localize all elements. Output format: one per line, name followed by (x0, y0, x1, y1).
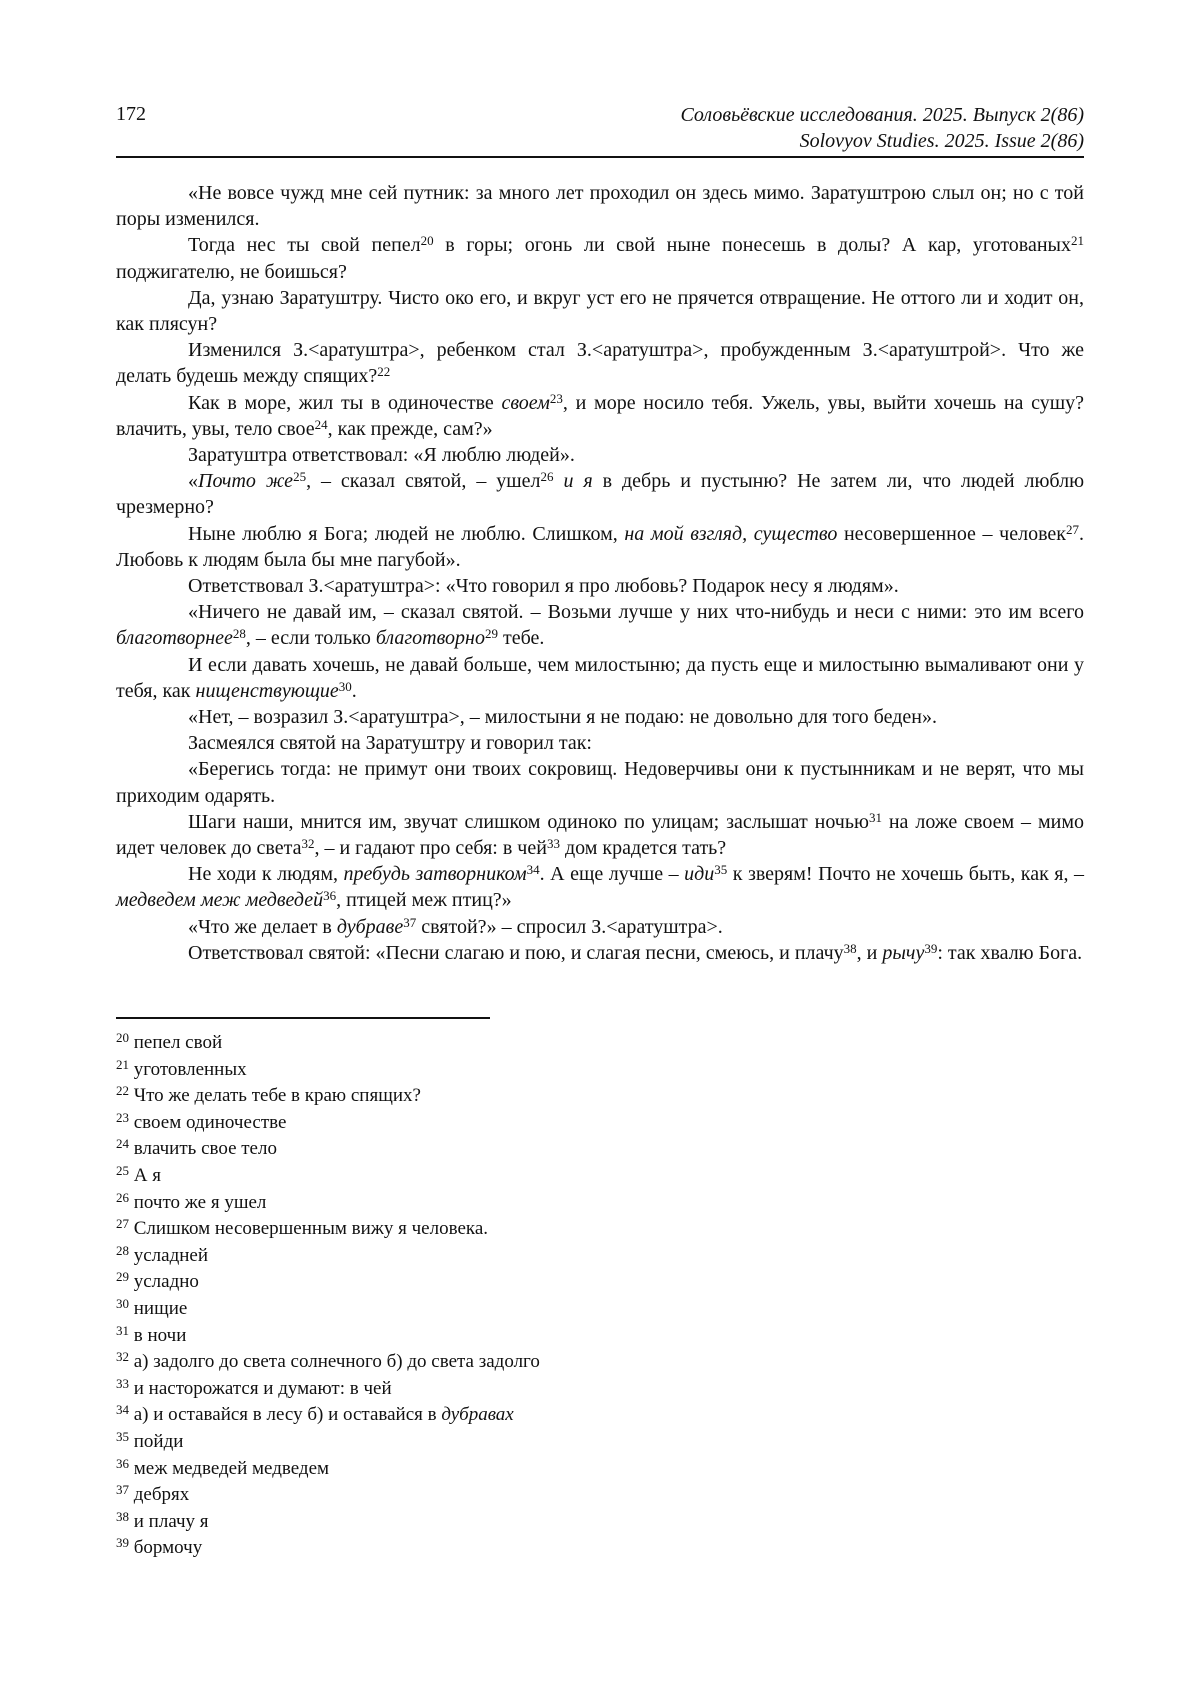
text-run: , как прежде, сам?» (327, 417, 493, 440)
text-run: Не ходи к людям, (188, 863, 344, 886)
journal-title-en: Solovyov Studies. 2025. Issue 2(86) (799, 130, 1084, 152)
footnote (116, 1509, 1084, 1536)
footnote-ref: 25 (116, 1162, 129, 1178)
italic-text: на мой взгляд, существо (624, 522, 838, 545)
text-run: «Берегись тогда: не примут они твоих сокровищ. Недоверчивы они к пустынникам и не верят, что мы приходим одарять. (116, 758, 1084, 807)
footnote-ref: 22 (116, 1083, 129, 1099)
footnote-ref: 32 (301, 836, 315, 852)
text-run: влачить свое тело (129, 1138, 277, 1160)
text-run: Ответствовал святой: «Песни слагаю и пою, и слагая песни, смеюсь, и плачу (188, 941, 844, 964)
text-run: И если давать хочешь, не давай больше, чем милостыню; да пусть еще и милостыню вымаливают они у тебя, как (116, 653, 1084, 702)
footnote-ref: 24 (314, 416, 328, 432)
footnote-ref: 35 (116, 1428, 129, 1444)
paragraph (116, 756, 1084, 808)
text-run: , птицей меж птиц?» (336, 889, 512, 912)
journal-title (680, 102, 1084, 154)
footnote (116, 1190, 1084, 1217)
italic-text: своем (501, 391, 550, 414)
footnote-ref: 38 (116, 1508, 129, 1524)
footnote-ref: 29 (484, 626, 498, 642)
italic-text: дубравах (441, 1404, 514, 1426)
footnote-ref: 34 (116, 1402, 129, 1418)
text-run: на ложе своем – мимо идет человек до света (116, 810, 1084, 860)
footnote (116, 1456, 1084, 1483)
footnote-ref: 39 (924, 940, 938, 956)
journal-title-ru: Соловьёвские исследования. 2025. Выпуск 2(86) (680, 104, 1084, 126)
text-run: . (351, 679, 357, 702)
paragraph (116, 232, 1084, 284)
text-run: «Нет, – возразил З.<аратуштра>, – милостыни я не подаю: не довольно для того беден». (188, 706, 937, 729)
text-run: святой?» – спросил З.<аратуштра>. (416, 915, 723, 938)
italic-text: медведем меж медведей (116, 889, 324, 912)
footnote-ref: 21 (1071, 233, 1084, 249)
page-number: 172 (116, 103, 146, 125)
footnote (116, 1349, 1084, 1376)
paragraph (116, 468, 1084, 520)
footnote-ref: 22 (377, 364, 391, 380)
italic-text: благотворно (375, 627, 485, 650)
footnote-ref: 28 (232, 626, 246, 642)
text-run: « (188, 470, 198, 493)
footnote-ref: 26 (116, 1189, 129, 1205)
text-run: в дебрь и пустыню? Не затем ли, что людей люблю чрезмерно? (116, 470, 1085, 519)
footnote (116, 1216, 1084, 1243)
footnotes (116, 1030, 1084, 1562)
text-run: Засмеялся святой на Заратуштру и говорил так: (188, 732, 592, 755)
footnote-ref: 37 (116, 1482, 129, 1498)
text-run: А я (129, 1164, 161, 1186)
text-run: в горы; огонь ли свой ныне понесешь в долы? А кар, уготованых (433, 234, 1071, 257)
text-run: Да, узнаю Заратуштру. Чисто око его, и вкруг уст его не прячется отвращение. Не оттого ли и ходит он, как плясун? (116, 286, 1084, 336)
text-run: Ответствовал З.<аратуштра>: «Что говорил я про любовь? Подарок несу я людям». (188, 575, 899, 598)
text-run: Изменился З.<аратуштра>, ребенком стал З.<аратуштра>, пробужденным З.<аратуштрой>. Что же делать будешь между спящих? (116, 339, 1084, 388)
text-run: несовершенное – человек (837, 522, 1066, 545)
text-run: тебе. (497, 627, 545, 650)
footnote-ref: 20 (420, 233, 434, 249)
italic-text: иди (684, 863, 715, 886)
footnote-ref: 37 (403, 914, 417, 930)
footnote (116, 1110, 1084, 1137)
footnote-ref: 31 (868, 809, 882, 825)
footnote-ref: 27 (116, 1216, 129, 1232)
footnote (116, 1243, 1084, 1270)
main-text (116, 180, 1084, 966)
footnote-ref: 28 (116, 1242, 129, 1258)
paragraph (116, 940, 1084, 966)
footnote-ref: 26 (540, 469, 554, 485)
text-run: «Ничего не давай им, – сказал святой. – Возьми лучше у них что-нибудь и неси с ними: это им всего (188, 601, 1084, 624)
footnote (116, 1429, 1084, 1456)
text-run: усладно (129, 1271, 199, 1293)
text-run: усладней (129, 1244, 209, 1266)
text-run: Шаги наши, мнится им, звучат слишком одиноко по улицам; заслышат ночью (188, 810, 869, 833)
text-run: бормочу (129, 1537, 203, 1559)
footnote-ref: 36 (323, 888, 337, 904)
footnote-ref: 32 (116, 1349, 129, 1365)
footnote (116, 1136, 1084, 1163)
text-run: «Что же делает в (188, 915, 337, 938)
text-run: , – если только (245, 627, 376, 650)
footnote-ref: 34 (526, 862, 540, 878)
footnote (116, 1482, 1084, 1509)
paragraph (116, 704, 1084, 730)
footnote-ref: 21 (116, 1056, 129, 1072)
text-run: «Не вовсе чужд мне сей путник: за много лет проходил он здесь мимо. Заратуштрою слыл он; но с той поры изменился. (116, 182, 1084, 231)
text-run: поджигателю, не боишься? (116, 260, 347, 283)
footnote (116, 1269, 1084, 1296)
italic-text: и я (563, 470, 593, 493)
text-run: меж медведей медведем (129, 1457, 330, 1479)
paragraph (116, 285, 1084, 337)
paragraph (116, 809, 1084, 861)
footnote (116, 1376, 1084, 1403)
footnote (116, 1323, 1084, 1350)
running-header (116, 100, 1084, 158)
footnote-ref: 20 (116, 1030, 129, 1045)
italic-text: пребудь затворником (343, 863, 527, 886)
italic-text: Почто же (198, 470, 294, 493)
text-run: и плачу я (129, 1510, 209, 1532)
text-run: к зверям! Почто не хочешь быть, как я, – (727, 863, 1084, 886)
text-run: Слишком несовершенным вижу я человека. (129, 1218, 489, 1240)
text-run: Тогда нес ты свой пепел (188, 234, 421, 257)
text-run: а) и оставайся в лесу б) и оставайся в (129, 1404, 442, 1426)
footnote-ref: 23 (116, 1109, 129, 1125)
text-run: уготовленных (129, 1058, 247, 1080)
italic-text: благотворнее (116, 627, 233, 650)
text-run: пепел свой (129, 1032, 223, 1053)
text-run: своем одиночестве (129, 1111, 287, 1133)
paragraph (116, 861, 1084, 913)
footnote-ref: 33 (546, 836, 560, 852)
paragraph (116, 180, 1084, 232)
footnote (116, 1402, 1084, 1429)
footnote-ref: 29 (116, 1269, 129, 1285)
footnote (116, 1163, 1084, 1190)
text-run: , и море носило тебя. Ужель, увы, выйти хочешь на сушу? влачить, увы, тело свое (116, 391, 1085, 440)
footnote (116, 1057, 1084, 1084)
text-run: пойди (129, 1430, 184, 1452)
italic-text: дубраве (336, 915, 404, 938)
footnote (116, 1535, 1084, 1562)
footnote-ref: 30 (116, 1295, 129, 1311)
text-run: а) задолго до света солнечного б) до света задолго (129, 1351, 540, 1373)
text-run: Что же делать тебе в краю спящих? (129, 1085, 421, 1107)
text-run: Ныне люблю я Бога; людей не люблю. Слишком, (188, 522, 625, 545)
text-run: : так хвалю Бога. (937, 941, 1083, 964)
footnote-ref: 25 (293, 469, 307, 485)
paragraph (116, 730, 1084, 756)
paragraph (116, 652, 1084, 704)
text-run: . Любовь к людям была бы мне пагубой». (116, 522, 1084, 571)
paragraph (116, 573, 1084, 599)
text-run (554, 470, 564, 492)
paragraph (116, 599, 1084, 651)
footnote-ref: 31 (116, 1322, 129, 1338)
footnote-ref: 24 (116, 1136, 129, 1152)
footnote-ref: 33 (116, 1375, 129, 1391)
paragraph (116, 914, 1084, 940)
italic-text: рычу (882, 941, 925, 964)
text-run: , – сказал святой, – ушел (306, 470, 541, 493)
text-run: дом крадется тать? (559, 837, 727, 860)
text-run: . А еще лучше – (539, 863, 685, 886)
paragraph (116, 442, 1084, 468)
text-run: и насторожатся и думают: в чей (129, 1377, 392, 1399)
footnote-ref: 39 (116, 1535, 129, 1551)
footnote-separator (116, 1017, 490, 1019)
text-run: Заратуштра ответствовал: «Я люблю людей». (188, 444, 575, 467)
text-run: , – и гадают про себя: в чей (314, 837, 547, 860)
text-run: почто же я ушел (129, 1191, 267, 1213)
footnote-ref: 38 (843, 940, 857, 956)
paragraph (116, 337, 1084, 389)
paragraph (116, 521, 1084, 573)
text-run: Как в море, жил ты в одиночестве (188, 391, 502, 414)
text-run: , и (856, 941, 883, 964)
paragraph (116, 390, 1084, 442)
footnote (116, 1296, 1084, 1323)
footnote (116, 1083, 1084, 1110)
text-run: дебрях (129, 1484, 190, 1506)
text-run: нищие (129, 1297, 188, 1319)
footnote-ref: 35 (714, 862, 728, 878)
footnote-ref: 23 (549, 390, 563, 406)
footnote-ref: 36 (116, 1455, 129, 1471)
footnote-ref: 30 (338, 678, 352, 694)
italic-text: нищенствующие (195, 679, 339, 702)
footnote-ref: 27 (1066, 521, 1079, 537)
footnote (116, 1030, 1084, 1057)
text-run: в ночи (129, 1324, 187, 1346)
